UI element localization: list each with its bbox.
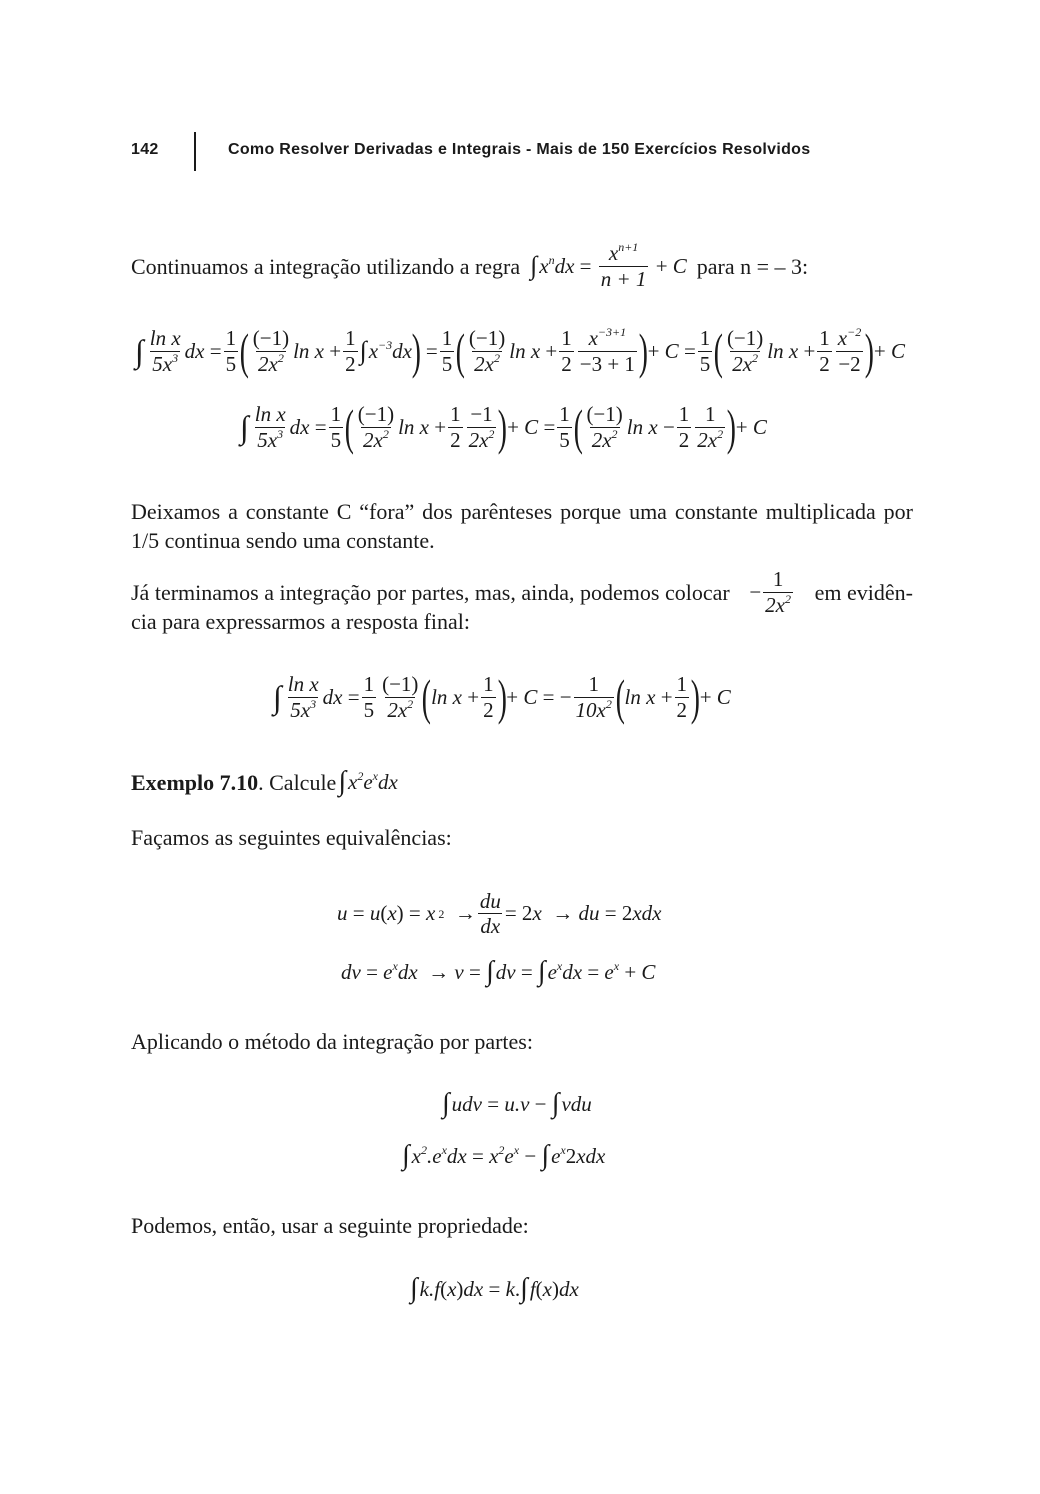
equation-substitution-u: u = u ( x ) = x 2 → $\frac{du}{dx}$ = 2 x → du = 2 xdx xyxy=(337,889,662,939)
power-rule-formula: ∫ $x^ndx$ = $\frac{x^{n+1}}{n + 1}$ + C xyxy=(530,240,687,291)
paragraph-power-rule xyxy=(131,240,913,291)
equation-parts-formula: ∫ udv = u.v − ∫ vdu xyxy=(442,1088,592,1119)
equation-constant-property: ∫ k.f ( x ) dx = k . ∫ f ( x ) dx xyxy=(410,1273,579,1304)
equation-final-answer: ∫ $\frac{\text{ln x}}{5x^3}$ dx = $\frac{1}{5}$ $\frac{(-1)}{2x^2}$ ( ln x + $\frac{1}{2}$ ) + C = − $\frac{1}{10x^2}$ ( ln x + $\frac{1}{2}$ ) + C xyxy=(273,669,731,725)
equation-substitution-v: dv = $e^xdx$ → v = ∫ dv = ∫ $e^xdx$ = $e^x$ + C xyxy=(341,956,656,987)
paragraph-method: Aplicando o método da integração por partes: xyxy=(131,1029,533,1054)
paragraph-constant-note: Deixamos a constante C “fora” dos parênteses porque uma constante multiplicada por 1/5 continua sendo uma constante. xyxy=(131,499,913,553)
equation-integration-step-2: ∫ $\frac{\text{ln x}}{5x^3}$ dx = $\frac{1}{5}$ ( $\frac{(-1)}{2x^2}$ ln x + $\frac{1}{2}$ $\frac{-1}{2x^2}$ ) + C = $\frac{1}{5}$ ( $\frac{(-1)}{2x^2}$ ln x − $\frac{1}{2}$ $\frac{1}{2x^2}$ ) + C xyxy=(240,399,767,455)
paragraph-text: cia para expressarmos a resposta final: xyxy=(131,609,471,634)
example-heading xyxy=(131,766,913,798)
factor-fraction: − $\frac{1}{2x^2}$ xyxy=(749,567,791,617)
paragraph-property: Podemos, então, usar a seguinte propriedade: xyxy=(131,1213,529,1238)
paragraph-text: para n = – 3: xyxy=(696,253,809,279)
paragraph-equivalences: Façamos as seguintes equivalências: xyxy=(131,825,452,850)
example-text: . Calcule xyxy=(258,769,337,795)
page-number: 142 xyxy=(131,141,159,158)
paragraph-text: em evidên- xyxy=(814,579,913,605)
running-title: Como Resolver Derivadas e Integrais - Mais de 150 Exercícios Resolvidos xyxy=(228,141,811,158)
paragraph-text: Já terminamos a integração por partes, mas, ainda, podemos colocar xyxy=(131,579,730,605)
equation-parts-applied: ∫ $x^2.e^xdx$ = $x^2e^x$ − ∫ $e^x$ 2 xdx xyxy=(402,1140,606,1171)
example-label: Exemplo 7.10 xyxy=(131,769,259,795)
paragraph-text: Continuamos a integração utilizando a regra xyxy=(131,253,521,279)
example-integral: ∫ $x^2e^xdx$ xyxy=(338,766,398,797)
equation-integration-step-1: ∫ $\frac{\text{ln x}}{5x^3}$ dx = $\frac{1}{5}$ ( $\frac{(-1)}{2x^2}$ ln x + $\frac{1}{2}$ ∫ $x^{-3}dx$ ) = $\frac{1}{5}$ ( $\frac{(-1)}{2x^2}$ ln x + $\frac{1}{2}$ $\frac{x^{-3+1}}{-3 + 1}$ ) + C = $\frac{1}{5}$ ( $\frac{(-1)}{2x^2}$ ln x + $\frac{1}{2}$ $\frac{x^{-2}}{-2}$ ) + C xyxy=(135,323,905,379)
header-divider xyxy=(194,132,196,171)
